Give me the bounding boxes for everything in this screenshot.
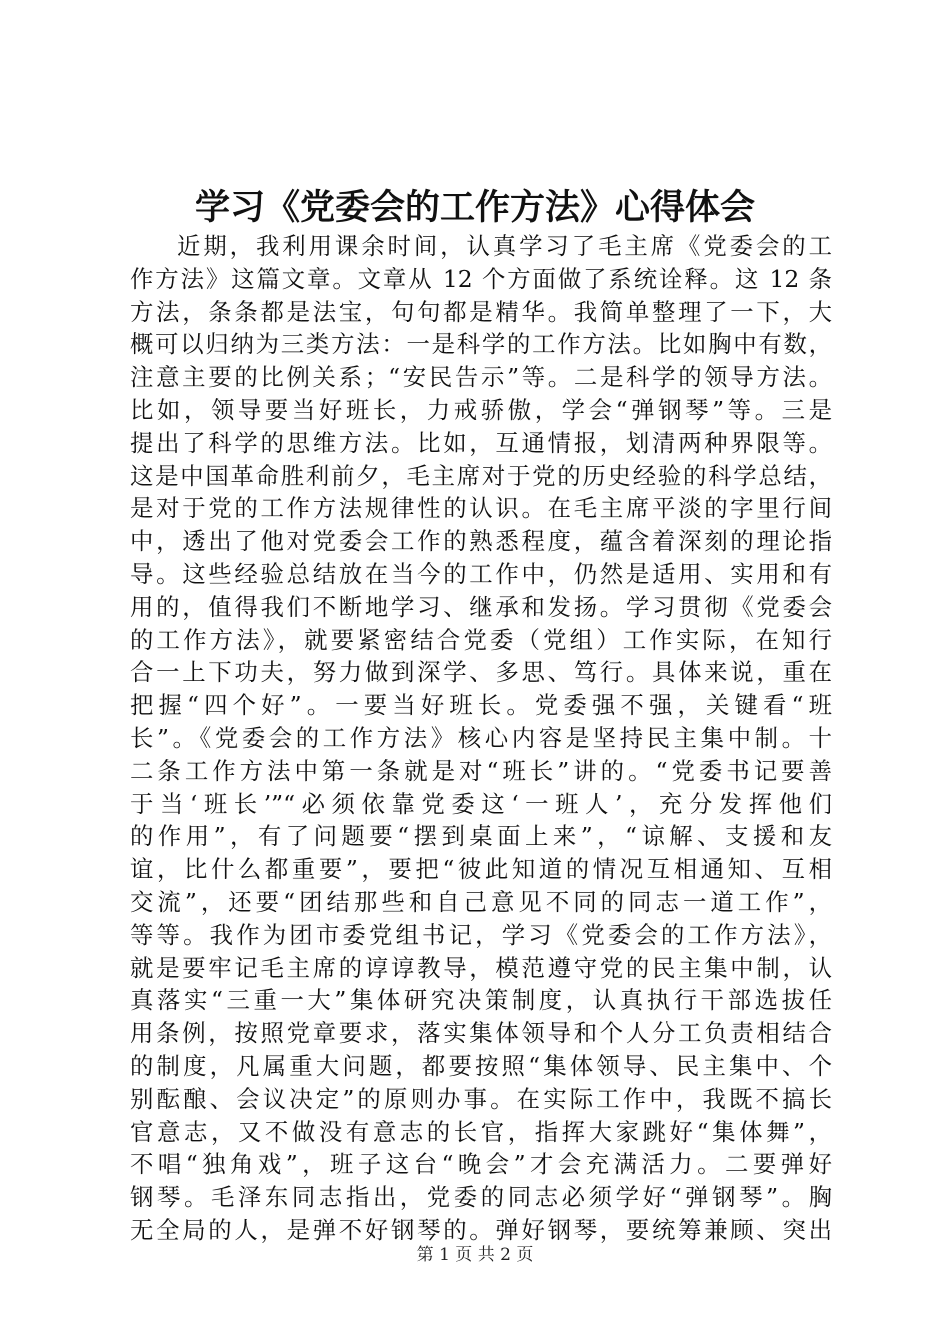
paragraph-line: 这是中国革命胜利前夕，毛主席对于党的历史经验的科学总结， xyxy=(130,461,832,490)
paragraph-line: 的作用”，有了问题要“摆到桌面上来”，“谅解、支援和友 xyxy=(130,822,832,851)
paragraph-line: 等等。我作为团市委党组书记，学习《党委会的工作方法》， xyxy=(130,920,832,949)
paragraph-line: 是对于党的工作方法规律性的认识。在毛主席平淡的字里行间 xyxy=(130,494,832,523)
document-title: 学习《党委会的工作方法》心得体会 xyxy=(194,187,755,228)
paragraph-line: 近期，我利用课余时间，认真学习了毛主席《党委会的工 xyxy=(177,232,832,260)
paragraph-line: 作方法》这篇文章。文章从 12 个方面做了系统诠释。这 12 条 xyxy=(130,264,832,293)
paragraph-line: 中，透出了他对党委会工作的熟悉程度，蕴含着深刻的理论指 xyxy=(130,527,832,556)
page-footer: 第 1 页 共 2 页 xyxy=(416,1245,534,1265)
paragraph-line: 谊，比什么都重要”，要把“彼此知道的情况互相通知、互相 xyxy=(130,855,832,884)
paragraph-line: 二条工作方法中第一条就是对“班长”讲的。“党委书记要善 xyxy=(130,756,832,785)
paragraph-line: 导。这些经验总结放在当今的工作中，仍然是适用、实用和有 xyxy=(130,559,832,588)
paragraph-line: 的制度，凡属重大问题，都要按照“集体领导、民主集中、个 xyxy=(130,1051,832,1080)
paragraph-line: 合一上下功夫，努力做到深学、多思、笃行。具体来说，重在 xyxy=(130,658,832,687)
paragraph-line: 用的，值得我们不断地学习、继承和发扬。学习贯彻《党委会 xyxy=(130,592,832,621)
paragraph-line: 就是要牢记毛主席的谆谆教导，模范遵守党的民主集中制，认 xyxy=(130,953,832,982)
paragraph-line: 用条例，按照党章要求，落实集体领导和个人分工负责相结合 xyxy=(130,1019,832,1048)
paragraph-line: 交流”，还要“团结那些和自己意见不同的同志一道工作”， xyxy=(130,887,832,916)
paragraph-line: 真落实“三重一大”集体研究决策制度，认真执行干部选拔任 xyxy=(130,986,832,1015)
paragraph-line: 提出了科学的思维方法。比如，互通情报，划清两种界限等。 xyxy=(130,428,832,457)
document-body xyxy=(130,230,832,1247)
paragraph-line: 比如，领导要当好班长，力戒骄傲，学会“弹钢琴”等。三是 xyxy=(130,395,832,424)
paragraph-line: 钢琴。毛泽东同志指出，党委的同志必须学好“弹钢琴”。胸 xyxy=(130,1183,832,1212)
paragraph-line: 于当‘班长’”“必须依靠党委这‘一班人’，充分发挥他们 xyxy=(130,789,832,818)
paragraph-line: 别酝酿、会议决定”的原则办事。在实际工作中，我既不搞长 xyxy=(130,1084,832,1113)
paragraph-line: 注意主要的比例关系；“安民告示”等。二是科学的领导方法。 xyxy=(130,363,832,392)
paragraph-line: 长”。《党委会的工作方法》核心内容是坚持民主集中制。十 xyxy=(130,723,832,752)
paragraph-line: 方法，条条都是法宝，句句都是精华。我简单整理了一下，大 xyxy=(130,297,832,326)
paragraph-line: 官意志，又不做没有意志的长官，指挥大家跳好“集体舞”， xyxy=(130,1117,832,1146)
paragraph-line: 无全局的人，是弹不好钢琴的。弹好钢琴，要统筹兼顾、突出 xyxy=(130,1215,832,1244)
paragraph-line: 把握“四个好”。一要当好班长。党委强不强，关键看“班 xyxy=(130,691,832,720)
paragraph-line: 的工作方法》，就要紧密结合党委（党组）工作实际，在知行 xyxy=(130,625,832,654)
paragraph-line: 不唱“独角戏”，班子这台“晚会”才会充满活力。二要弹好 xyxy=(130,1150,832,1179)
paragraph-line: 概可以归纳为三类方法：一是科学的工作方法。比如胸中有数， xyxy=(130,330,832,359)
